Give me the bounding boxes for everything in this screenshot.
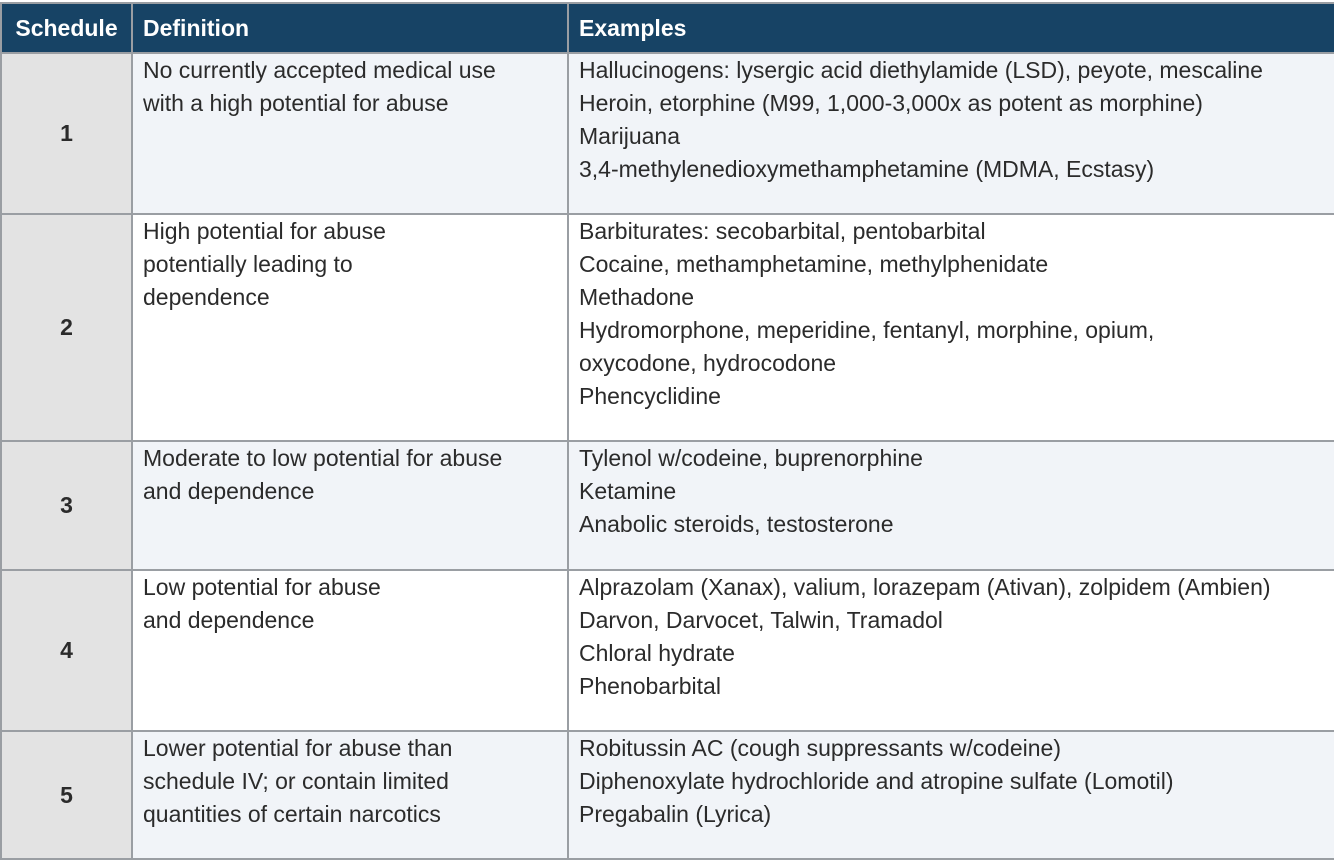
table-row: [1, 441, 1334, 570]
examples-line: Methadone: [579, 284, 695, 310]
definition-cell: [132, 731, 568, 859]
examples-line: Darvon, Darvocet, Talwin, Tramadol: [579, 607, 943, 633]
table-row: [1, 53, 1334, 214]
examples-line: Diphenoxylate hydrochloride and atropine sulfate (Lomotil): [579, 768, 1174, 794]
examples-cell: [568, 53, 1334, 214]
definition-cell: [132, 441, 568, 570]
schedule-cell: 2: [1, 214, 132, 441]
examples-line: Tylenol w/codeine, buprenorphine: [579, 445, 923, 471]
schedule-cell: 4: [1, 570, 132, 731]
examples-line: Cocaine, methamphetamine, methylphenidate: [579, 251, 1049, 277]
definition-line: with a high potential for abuse: [143, 90, 449, 116]
definition-line: High potential for abuse: [143, 218, 386, 244]
examples-line: Ketamine: [579, 478, 677, 504]
examples-line: Heroin, etorphine (M99, 1,000-3,000x as potent as morphine): [579, 90, 1203, 116]
definition-line: Lower potential for abuse than: [143, 735, 453, 761]
schedule-cell: 1: [1, 53, 132, 214]
examples-line: Hydromorphone, meperidine, fentanyl, morphine, opium,: [579, 317, 1155, 343]
header-row: [1, 3, 1334, 53]
schedule-cell: 3: [1, 441, 132, 570]
table-row: [1, 570, 1334, 731]
table-row: [1, 731, 1334, 859]
definition-line: dependence: [143, 284, 270, 310]
examples-line: Hallucinogens: lysergic acid diethylamide (LSD), peyote, mescaline: [579, 57, 1263, 83]
examples-line: Alprazolam (Xanax), valium, lorazepam (Ativan), zolpidem (Ambien): [579, 574, 1271, 600]
schedule-cell: 5: [1, 731, 132, 859]
examples-line: oxycodone, hydrocodone: [579, 350, 837, 376]
definition-line: and dependence: [143, 478, 315, 504]
examples-line: Chloral hydrate: [579, 640, 735, 666]
examples-cell: [568, 570, 1334, 731]
definition-line: schedule IV; or contain limited: [143, 768, 449, 794]
examples-line: Anabolic steroids, testosterone: [579, 511, 894, 537]
definition-cell: [132, 570, 568, 731]
definition-line: quantities of certain narcotics: [143, 801, 441, 827]
examples-line: Phencyclidine: [579, 383, 721, 409]
table-row: [1, 214, 1334, 441]
examples-cell: [568, 731, 1334, 859]
examples-line: 3,4-methylenedioxymethamphetamine (MDMA, Ecstasy): [579, 156, 1155, 182]
drug-schedule-table: [0, 2, 1334, 860]
definition-line: Moderate to low potential for abuse: [143, 445, 503, 471]
examples-line: Marijuana: [579, 123, 680, 149]
examples-line: Barbiturates: secobarbital, pentobarbital: [579, 218, 986, 244]
definition-line: Low potential for abuse: [143, 574, 381, 600]
definition-cell: [132, 53, 568, 214]
definition-line: and dependence: [143, 607, 315, 633]
definition-line: No currently accepted medical use: [143, 57, 496, 83]
examples-cell: [568, 441, 1334, 570]
header-examples: Examples: [568, 3, 1334, 53]
definition-line: potentially leading to: [143, 251, 353, 277]
header-schedule: Schedule: [1, 3, 132, 53]
examples-line: Pregabalin (Lyrica): [579, 801, 772, 827]
examples-line: Robitussin AC (cough suppressants w/codeine): [579, 735, 1061, 761]
header-definition: Definition: [132, 3, 568, 53]
definition-cell: [132, 214, 568, 441]
examples-cell: [568, 214, 1334, 441]
examples-line: Phenobarbital: [579, 673, 721, 699]
